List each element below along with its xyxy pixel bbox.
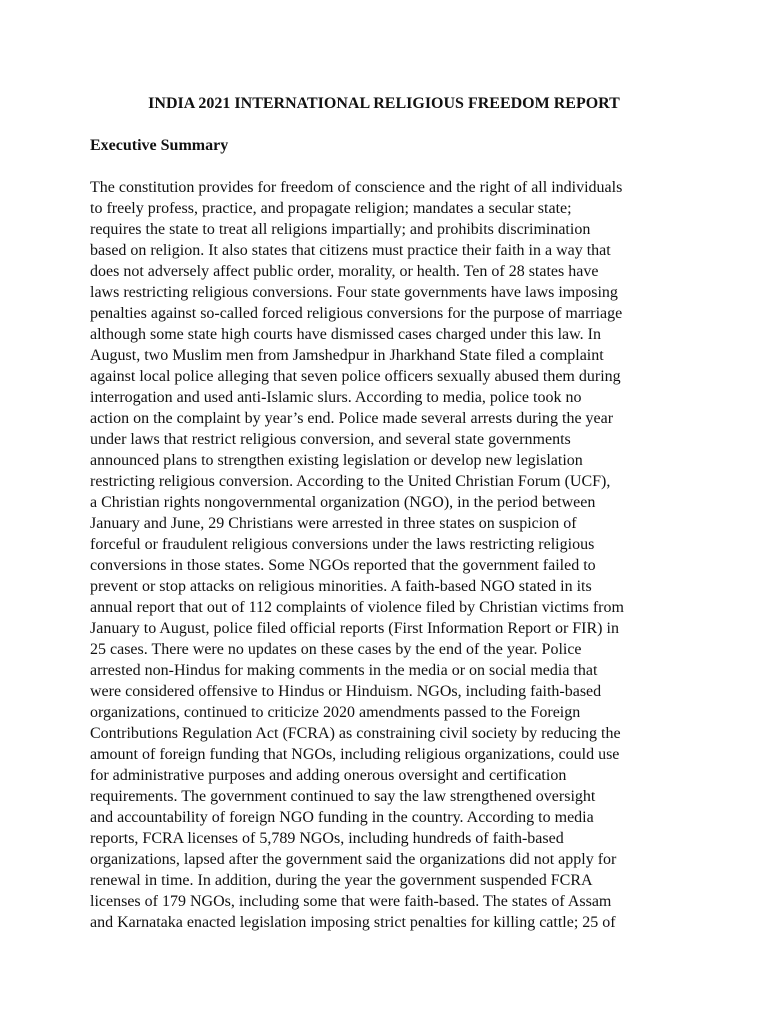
paragraph-line: The constitution provides for freedom of conscience and the right of all individuals xyxy=(90,179,623,196)
paragraph-line: against local police alleging that seven police officers sexually abused them during xyxy=(90,368,621,385)
paragraph-line: organizations, lapsed after the government said the organizations did not apply for xyxy=(90,851,617,868)
paragraph-line: action on the complaint by year’s end. Police made several arrests during the year xyxy=(90,410,614,427)
paragraph-line: renewal in time. In addition, during the year the government suspended FCRA xyxy=(90,872,593,889)
paragraph-line: and Karnataka enacted legislation imposing strict penalties for killing cattle; 25 of xyxy=(90,914,616,931)
paragraph-line: reports, FCRA licenses of 5,789 NGOs, including hundreds of faith-based xyxy=(90,830,564,847)
paragraph-line: does not adversely affect public order, morality, or health. Ten of 28 states have xyxy=(90,263,599,280)
paragraph-line: although some state high courts have dismissed cases charged under this law. In xyxy=(90,326,601,343)
paragraph-line: January and June, 29 Christians were arrested in three states on suspicion of xyxy=(90,515,577,532)
paragraph-line: for administrative purposes and adding onerous oversight and certification xyxy=(90,767,567,784)
paragraph-line: prevent or stop attacks on religious minorities. A faith-based NGO stated in its xyxy=(90,578,592,595)
paragraph-line: August, two Muslim men from Jamshedpur in Jharkhand State filed a complaint xyxy=(90,347,604,364)
paragraph-line: a Christian rights nongovernmental organization (NGO), in the period between xyxy=(90,494,596,511)
paragraph-line: and accountability of foreign NGO funding in the country. According to media xyxy=(90,809,594,826)
paragraph-line: Contributions Regulation Act (FCRA) as constraining civil society by reducing the xyxy=(90,725,621,742)
paragraph-line: January to August, police filed official reports (First Information Report or FIR) in xyxy=(90,620,619,637)
paragraph-line: requirements. The government continued to say the law strengthened oversight xyxy=(90,788,596,805)
paragraph-line: annual report that out of 112 complaints of violence filed by Christian victims from xyxy=(90,599,624,616)
body-paragraph xyxy=(90,177,690,933)
paragraph-line: restricting religious conversion. According to the United Christian Forum (UCF), xyxy=(90,473,611,490)
paragraph-line: interrogation and used anti-Islamic slurs. According to media, police took no xyxy=(90,389,582,406)
paragraph-line: requires the state to treat all religions impartially; and prohibits discrimination xyxy=(90,221,591,238)
paragraph-line: forceful or fraudulent religious conversions under the laws restricting religious xyxy=(90,536,595,553)
paragraph-line: organizations, continued to criticize 2020 amendments passed to the Foreign xyxy=(90,704,581,721)
paragraph-line: conversions in those states. Some NGOs reported that the government failed to xyxy=(90,557,596,574)
paragraph-line: based on religion. It also states that citizens must practice their faith in a way that xyxy=(90,242,611,259)
paragraph-line: announced plans to strengthen existing legislation or develop new legislation xyxy=(90,452,583,469)
paragraph-line: were considered offensive to Hindus or Hinduism. NGOs, including faith-based xyxy=(90,683,602,700)
report-title: INDIA 2021 INTERNATIONAL RELIGIOUS FREEDOM REPORT xyxy=(148,95,620,112)
paragraph-line: 25 cases. There were no updates on these cases by the end of the year. Police xyxy=(90,641,582,658)
paragraph-line: penalties against so-called forced religious conversions for the purpose of marriage xyxy=(90,305,623,322)
paragraph-line: amount of foreign funding that NGOs, including religious organizations, could use xyxy=(90,746,620,763)
paragraph-line: under laws that restrict religious conversion, and several state governments xyxy=(90,431,571,448)
paragraph-line: licenses of 179 NGOs, including some that were faith-based. The states of Assam xyxy=(90,893,612,910)
section-heading: Executive Summary xyxy=(90,137,229,154)
paragraph-line: laws restricting religious conversions. Four state governments have laws imposing xyxy=(90,284,618,301)
paragraph-line: arrested non-Hindus for making comments in the media or on social media that xyxy=(90,662,598,679)
paragraph-line: to freely profess, practice, and propagate religion; mandates a secular state; xyxy=(90,200,572,217)
